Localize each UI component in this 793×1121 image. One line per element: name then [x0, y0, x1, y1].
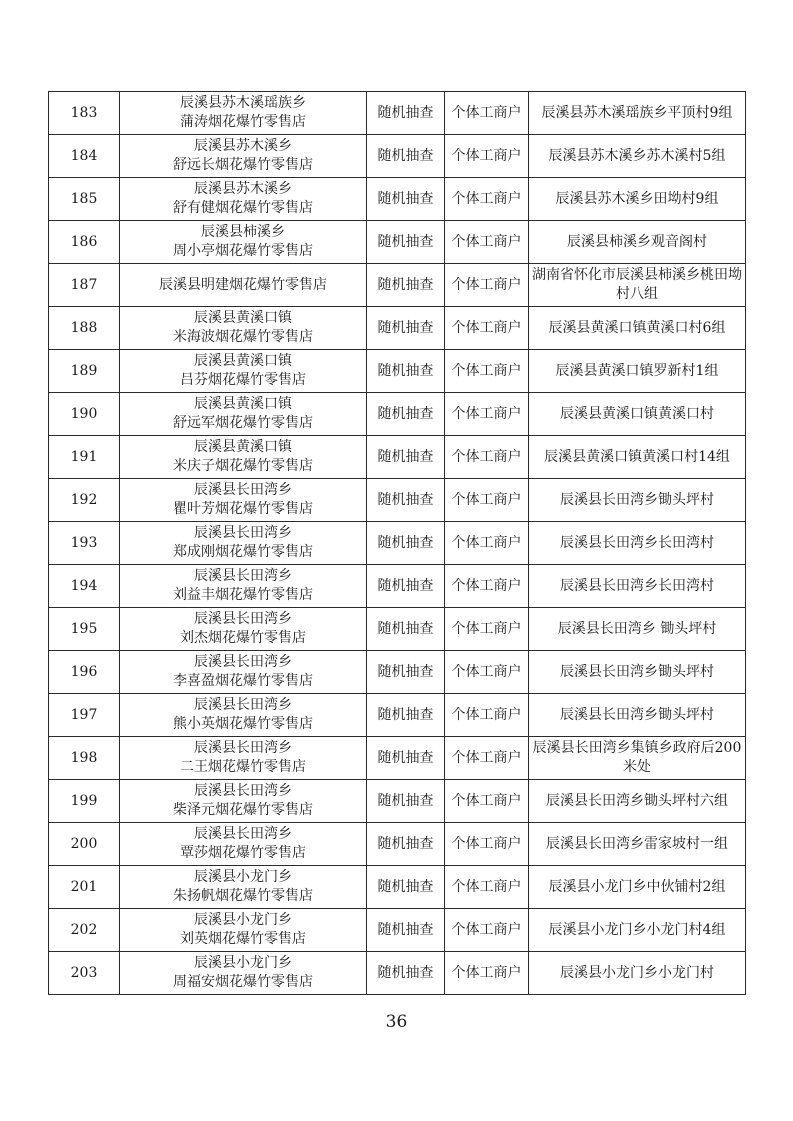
address-cell: 辰溪县长田湾乡长田湾村	[529, 565, 746, 608]
business-name-cell	[120, 565, 367, 608]
row-number-cell: 200	[49, 823, 120, 866]
row-number-cell: 189	[49, 350, 120, 393]
table-row	[49, 780, 746, 823]
entity-type-cell: 个体工商户	[445, 780, 529, 823]
table-body	[49, 92, 746, 995]
row-number-cell: 191	[49, 436, 120, 479]
inspection-method-cell: 随机抽查	[367, 350, 445, 393]
inspection-method-cell: 随机抽查	[367, 264, 445, 307]
inspection-method-cell: 随机抽查	[367, 909, 445, 952]
business-name-line: 刘英烟花爆竹零售店	[180, 931, 306, 947]
business-name-cell	[120, 221, 367, 264]
business-name-line: 二王烟花爆竹零售店	[180, 759, 306, 775]
inspection-method-cell: 随机抽查	[367, 221, 445, 264]
business-name-line: 吕芬烟花爆竹零售店	[180, 372, 306, 388]
business-name-line: 覃莎烟花爆竹零售店	[180, 845, 306, 861]
entity-type-cell: 个体工商户	[445, 608, 529, 651]
address-cell: 辰溪县小龙门乡中伙铺村2组	[529, 866, 746, 909]
address-cell: 辰溪县黄溪口镇黄溪口村6组	[529, 307, 746, 350]
business-name-line: 辰溪县苏木溪乡	[194, 138, 292, 154]
inspection-method-cell: 随机抽查	[367, 479, 445, 522]
business-name-line: 舒远长烟花爆竹零售店	[173, 157, 313, 173]
table-row	[49, 651, 746, 694]
address-cell: 辰溪县黄溪口镇罗新村1组	[529, 350, 746, 393]
entity-type-cell: 个体工商户	[445, 135, 529, 178]
row-number-cell: 185	[49, 178, 120, 221]
business-name-line: 辰溪县黄溪口镇	[194, 439, 292, 455]
inspection-method-cell: 随机抽查	[367, 178, 445, 221]
address-cell: 辰溪县长田湾乡 锄头坪村	[529, 608, 746, 651]
business-name-cell	[120, 952, 367, 995]
row-number-cell: 202	[49, 909, 120, 952]
address-cell: 辰溪县苏木溪瑶族乡平顶村9组	[529, 92, 746, 135]
business-name-cell	[120, 393, 367, 436]
address-cell: 辰溪县长田湾乡锄头坪村六组	[529, 780, 746, 823]
business-name-line: 辰溪县小龙门乡	[194, 869, 292, 885]
business-name-line: 舒有健烟花爆竹零售店	[173, 200, 313, 216]
entity-type-cell: 个体工商户	[445, 909, 529, 952]
table-row	[49, 178, 746, 221]
business-name-line: 熊小英烟花爆竹零售店	[173, 716, 313, 732]
business-name-cell	[120, 307, 367, 350]
business-name-line: 辰溪县黄溪口镇	[194, 310, 292, 326]
entity-type-cell: 个体工商户	[445, 264, 529, 307]
entity-type-cell: 个体工商户	[445, 393, 529, 436]
inspection-method-cell: 随机抽查	[367, 436, 445, 479]
table-row	[49, 135, 746, 178]
table-row	[49, 694, 746, 737]
row-number-cell: 198	[49, 737, 120, 780]
business-name-line: 李喜盈烟花爆竹零售店	[173, 673, 313, 689]
business-name-cell	[120, 350, 367, 393]
business-name-line: 米庆子烟花爆竹零售店	[173, 458, 313, 474]
address-cell: 辰溪县小龙门乡小龙门村4组	[529, 909, 746, 952]
business-name-line: 辰溪县苏木溪瑶族乡	[180, 95, 306, 111]
row-number-cell: 188	[49, 307, 120, 350]
entity-type-cell: 个体工商户	[445, 522, 529, 565]
address-cell: 辰溪县长田湾乡锄头坪村	[529, 694, 746, 737]
table-row	[49, 866, 746, 909]
business-name-line: 辰溪县长田湾乡	[194, 482, 292, 498]
address-cell: 辰溪县柿溪乡观音阁村	[529, 221, 746, 264]
entity-type-cell: 个体工商户	[445, 92, 529, 135]
row-number-cell: 190	[49, 393, 120, 436]
business-name-line: 辰溪县长田湾乡	[194, 654, 292, 670]
entity-type-cell: 个体工商户	[445, 866, 529, 909]
inspection-method-cell: 随机抽查	[367, 737, 445, 780]
business-name-line: 瞿叶芳烟花爆竹零售店	[173, 501, 313, 517]
address-cell: 辰溪县黄溪口镇黄溪口村14组	[529, 436, 746, 479]
address-cell: 辰溪县苏木溪乡田坳村9组	[529, 178, 746, 221]
business-name-line: 刘杰烟花爆竹零售店	[180, 630, 306, 646]
business-name-line: 郑成刚烟花爆竹零售店	[173, 544, 313, 560]
table-row	[49, 221, 746, 264]
business-name-cell	[120, 522, 367, 565]
address-cell: 辰溪县长田湾乡雷家坡村一组	[529, 823, 746, 866]
inspection-method-cell: 随机抽查	[367, 952, 445, 995]
row-number-cell: 203	[49, 952, 120, 995]
inspection-method-cell: 随机抽查	[367, 92, 445, 135]
entity-type-cell: 个体工商户	[445, 178, 529, 221]
row-number-cell: 196	[49, 651, 120, 694]
table-row	[49, 565, 746, 608]
table-row	[49, 522, 746, 565]
business-name-line: 辰溪县长田湾乡	[194, 611, 292, 627]
inspection-method-cell: 随机抽查	[367, 135, 445, 178]
entity-type-cell: 个体工商户	[445, 952, 529, 995]
inspection-method-cell: 随机抽查	[367, 823, 445, 866]
inspection-method-cell: 随机抽查	[367, 608, 445, 651]
inspection-method-cell: 随机抽查	[367, 393, 445, 436]
business-name-line: 辰溪县长田湾乡	[194, 697, 292, 713]
page-number: 36	[385, 1012, 408, 1032]
entity-type-cell: 个体工商户	[445, 479, 529, 522]
table-row	[49, 737, 746, 780]
entity-type-cell: 个体工商户	[445, 221, 529, 264]
row-number-cell: 187	[49, 264, 120, 307]
business-name-cell	[120, 92, 367, 135]
business-name-cell	[120, 651, 367, 694]
business-name-line: 辰溪县小龙门乡	[194, 912, 292, 928]
business-name-cell	[120, 178, 367, 221]
row-number-cell: 184	[49, 135, 120, 178]
business-name-cell	[120, 866, 367, 909]
business-name-cell	[120, 436, 367, 479]
business-name-line: 柴泽元烟花爆竹零售店	[173, 802, 313, 818]
entity-type-cell: 个体工商户	[445, 737, 529, 780]
business-name-cell	[120, 479, 367, 522]
table-row	[49, 92, 746, 135]
inspection-table	[48, 91, 746, 995]
entity-type-cell: 个体工商户	[445, 694, 529, 737]
business-name-line: 辰溪县黄溪口镇	[194, 396, 292, 412]
business-name-line: 辰溪县长田湾乡	[194, 525, 292, 541]
inspection-method-cell: 随机抽查	[367, 780, 445, 823]
address-cell: 辰溪县长田湾乡集镇乡政府后200米处	[529, 737, 746, 780]
table-row	[49, 264, 746, 307]
inspection-method-cell: 随机抽查	[367, 694, 445, 737]
table-row	[49, 436, 746, 479]
business-name-cell	[120, 823, 367, 866]
entity-type-cell: 个体工商户	[445, 350, 529, 393]
entity-type-cell: 个体工商户	[445, 307, 529, 350]
business-name-line: 辰溪县长田湾乡	[194, 826, 292, 842]
business-name-line: 辰溪县明建烟花爆竹零售店	[159, 276, 327, 293]
inspection-method-cell: 随机抽查	[367, 522, 445, 565]
business-name-line: 辰溪县长田湾乡	[194, 740, 292, 756]
row-number-cell: 186	[49, 221, 120, 264]
row-number-cell: 195	[49, 608, 120, 651]
business-name-line: 舒远军烟花爆竹零售店	[173, 415, 313, 431]
address-cell: 湖南省怀化市辰溪县柿溪乡桃田坳村八组	[529, 264, 746, 307]
business-name-line: 朱扬帆烟花爆竹零售店	[173, 888, 313, 904]
business-name-line: 辰溪县长田湾乡	[194, 568, 292, 584]
table-row	[49, 393, 746, 436]
business-name-cell	[120, 737, 367, 780]
inspection-method-cell: 随机抽查	[367, 651, 445, 694]
business-name-cell	[120, 608, 367, 651]
address-cell: 辰溪县长田湾乡锄头坪村	[529, 651, 746, 694]
business-name-line: 米海波烟花爆竹零售店	[173, 329, 313, 345]
inspection-method-cell: 随机抽查	[367, 866, 445, 909]
row-number-cell: 197	[49, 694, 120, 737]
table-row	[49, 909, 746, 952]
business-name-line: 辰溪县黄溪口镇	[194, 353, 292, 369]
entity-type-cell: 个体工商户	[445, 436, 529, 479]
business-name-line: 辰溪县小龙门乡	[194, 955, 292, 971]
business-name-cell	[120, 909, 367, 952]
table-row	[49, 307, 746, 350]
business-name-line: 刘益丰烟花爆竹零售店	[173, 587, 313, 603]
business-name-line: 蒲涛烟花爆竹零售店	[180, 114, 306, 130]
address-cell: 辰溪县黄溪口镇黄溪口村	[529, 393, 746, 436]
business-name-line: 周福安烟花爆竹零售店	[173, 974, 313, 990]
entity-type-cell: 个体工商户	[445, 565, 529, 608]
business-name-line: 辰溪县苏木溪乡	[194, 181, 292, 197]
business-name-line: 辰溪县长田湾乡	[194, 783, 292, 799]
business-name-cell	[120, 780, 367, 823]
business-name-cell	[120, 264, 367, 307]
row-number-cell: 192	[49, 479, 120, 522]
row-number-cell: 201	[49, 866, 120, 909]
business-name-cell	[120, 694, 367, 737]
address-cell: 辰溪县长田湾乡锄头坪村	[529, 479, 746, 522]
address-cell: 辰溪县小龙门乡小龙门村	[529, 952, 746, 995]
row-number-cell: 193	[49, 522, 120, 565]
business-name-line: 周小亭烟花爆竹零售店	[173, 243, 313, 259]
inspection-method-cell: 随机抽查	[367, 565, 445, 608]
address-cell: 辰溪县长田湾乡长田湾村	[529, 522, 746, 565]
row-number-cell: 183	[49, 92, 120, 135]
table-row	[49, 350, 746, 393]
table-row	[49, 952, 746, 995]
business-name-line: 辰溪县柿溪乡	[201, 224, 285, 240]
row-number-cell: 194	[49, 565, 120, 608]
business-name-cell	[120, 135, 367, 178]
table-row	[49, 608, 746, 651]
address-cell: 辰溪县苏木溪乡苏木溪村5组	[529, 135, 746, 178]
row-number-cell: 199	[49, 780, 120, 823]
table-row	[49, 823, 746, 866]
inspection-method-cell: 随机抽查	[367, 307, 445, 350]
entity-type-cell: 个体工商户	[445, 823, 529, 866]
entity-type-cell: 个体工商户	[445, 651, 529, 694]
table-row	[49, 479, 746, 522]
